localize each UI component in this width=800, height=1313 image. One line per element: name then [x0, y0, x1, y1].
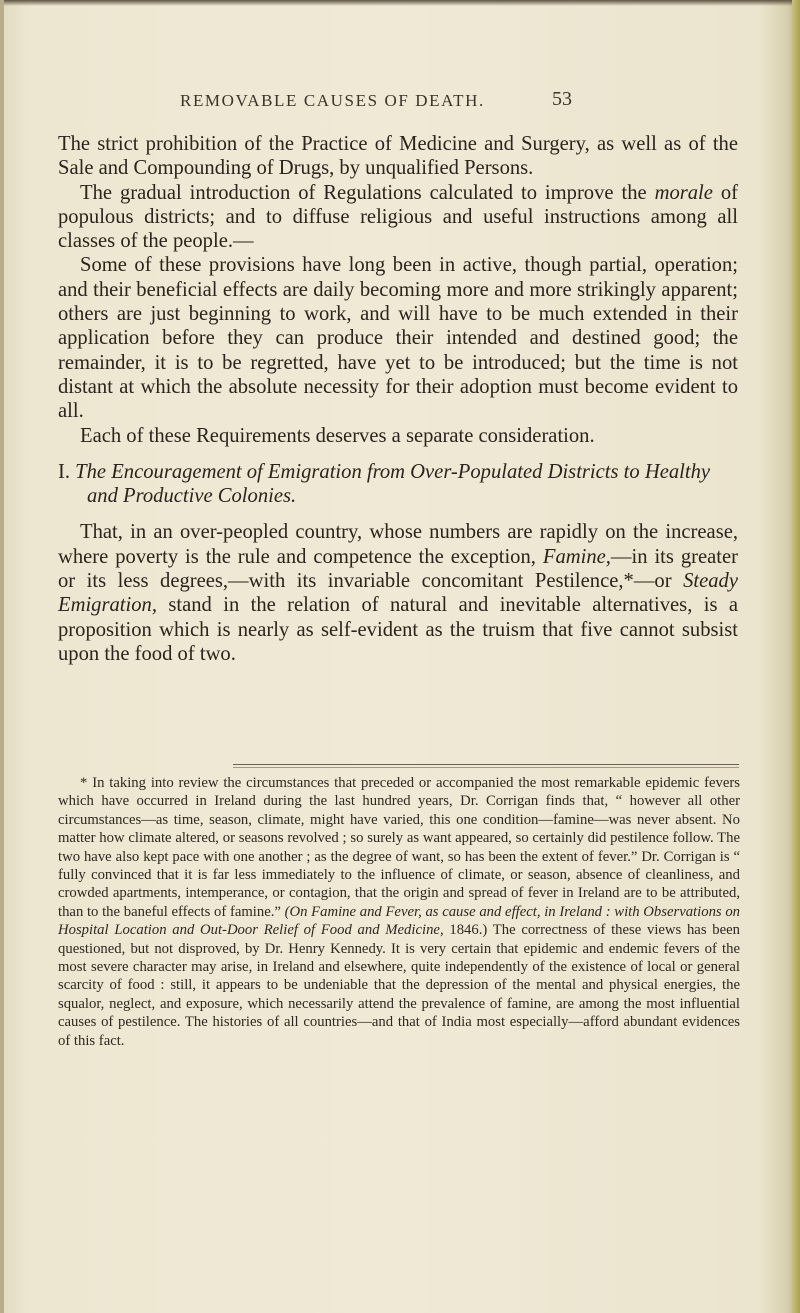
page-left-edge: [0, 0, 4, 1313]
footnote-citation: (On Famine and Fever, as cause and effect, in Ireland : with Observations on Hospital Location and Out-Door Relief of Food and Medicine,: [58, 903, 741, 939]
footnote-paragraph: [58, 774, 740, 1050]
section-body-text-3: stand in the relation of natural and inevitable alternatives, is a proposition which is nearly as self-evident as the truism that five cannot subsist upon the food of two.: [58, 594, 738, 665]
section-number: I.: [58, 460, 71, 483]
footnote-rule-shadow: [233, 767, 739, 768]
body-text: [58, 132, 738, 666]
paragraph-regulations-text-1: The gradual introduction of Regulations calculated to improve the: [80, 181, 647, 204]
section-body-text-2: —in its greater or its less degrees,—with its invariable concomitant Pestilence,*—or: [58, 545, 738, 593]
footnote: [58, 774, 740, 1050]
paragraph-regulations-text-2: of populous districts; and to diffuse religious and useful instructions among all classes of the people.—: [58, 181, 739, 253]
page-top-shadow: [0, 0, 800, 6]
section-heading: [58, 460, 738, 509]
page-header: [0, 88, 800, 118]
running-title: REMOVABLE CAUSES OF DEATH.: [180, 91, 485, 110]
paragraph-requirements: Each of these Requirements deserves a separate consideration.: [80, 424, 595, 447]
section-body-steady-emigration: Steady Emigration,: [58, 570, 738, 617]
section-body-text-1: That, in an over-peopled country, whose numbers are rapidly on the increase, where poverty is the rule and competence the exception,: [58, 521, 738, 568]
footnote-text-2: 1846.) The correctness of these views has been questioned, but not disproved, by Dr. Henry Kennedy. It is very certain that epidemic and endemic fevers of the most severe character may arise, in Ireland and elsewhere, quite independently of the existence of local or general scarcity of food : still, it appears to be undeniable that the depression of the mental and physical energies, the squalor, neglect, and exposure, which necessarily attend the prevalence of famine, are among the most influential causes of pestilence. The histories of all countries—and that of India most especially—afford abundant evidences of this fact.: [58, 922, 740, 1049]
paragraph-regulations: [58, 181, 738, 254]
section-body-paragraph: [58, 520, 738, 666]
paragraph-regulations-italic: morale: [654, 181, 713, 204]
section-title: The Encouragement of Emigration from Over-Populated Districts to Healthy and Productive Colonies.: [75, 460, 711, 508]
paragraph-provisions: Some of these provisions have long been in active, though partial, operation; and their beneficial effects are daily becoming more and more strikingly apparent; others are just beginning to work, and will have to be much extended in their application before they can produce their intended and destined good; the remainder, it is to be regretted, have yet to be introduced; but the time is not distant at which the absolute necessity for their adoption must become evident to all.: [58, 254, 738, 423]
page-number: 53: [552, 88, 572, 110]
page-right-edge: [792, 0, 800, 1313]
footnote-rule: [233, 764, 739, 765]
footnote-text-1: * In taking into review the circumstances that preceded or accompanied the most remarkable epidemic fevers which have occurred in Ireland during the last hundred years, Dr. Corrigan finds that, “ however all other circumstances—as time, season, climate, might have varied, this one condition—famine—was never absent. No matter how climate altered, or seasons revolved ; so surely as want appeared, so certainly did pestilence follow. The two have also kept pace with one another ; as the degree of want, so has been the extent of fever.” Dr. Corrigan is “ fully convinced that it is far less immediately to the influence of climate, or season, absence of cleanliness, and crowded apartments, intemperance, or contagion, that the origin and spread of fever in Ireland are to be attributed, than to the baneful effects of famine.”: [58, 775, 740, 920]
paragraph-prohibition: The strict prohibition of the Practice of Medicine and Surgery, as well as of the Sale and Compounding of Drugs, by unqualified Persons.: [58, 133, 738, 180]
section-body-famine: Famine,: [542, 545, 611, 568]
